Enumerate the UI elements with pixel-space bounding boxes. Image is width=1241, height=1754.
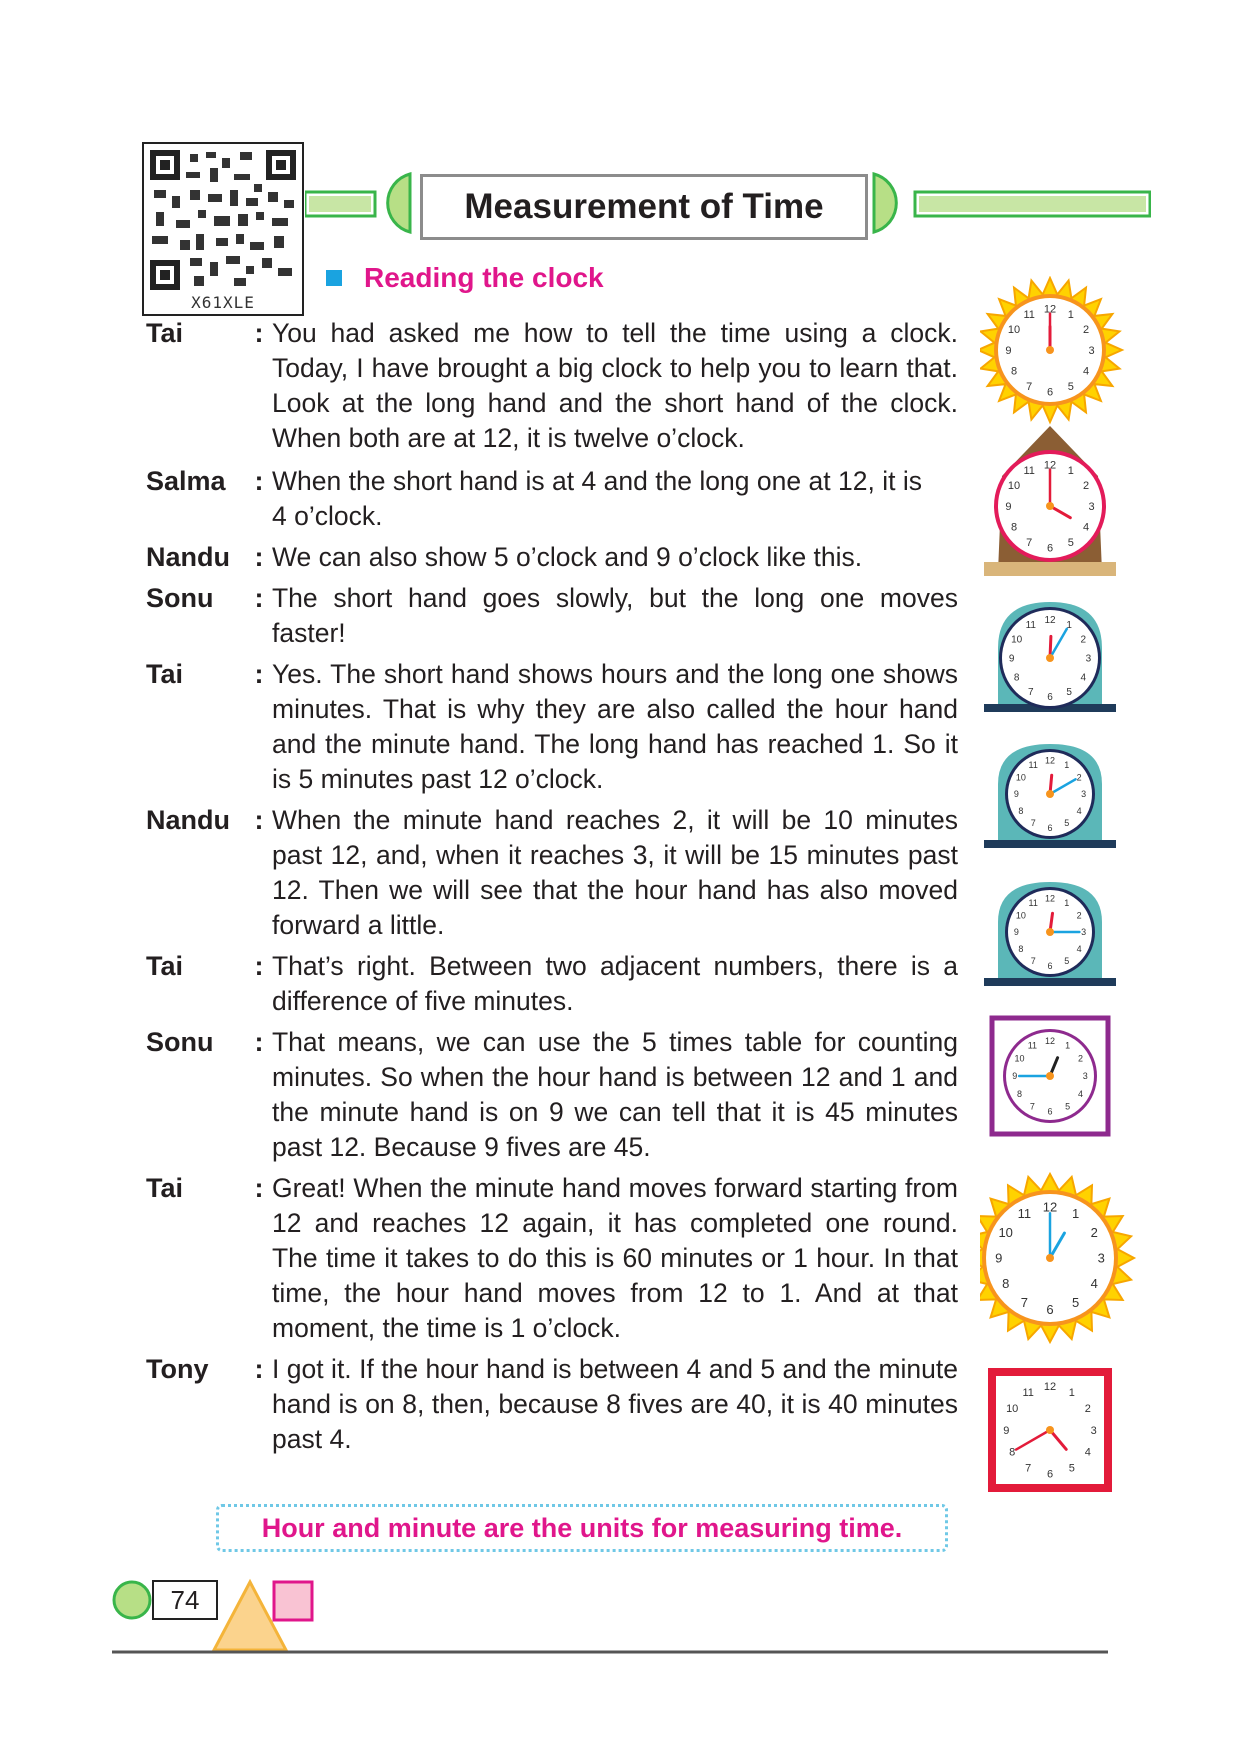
clock-number: 3 <box>1085 653 1092 665</box>
clock-number: 3 <box>1082 1071 1088 1082</box>
speaker-name: Tai <box>146 318 184 348</box>
clock-number: 7 <box>1029 1101 1035 1112</box>
clock-number: 4 <box>1090 1276 1098 1292</box>
qr-code-label: X61XLE <box>191 293 255 312</box>
clock-number: 10 <box>998 1224 1013 1240</box>
page-title: Measurement of Time <box>420 174 868 240</box>
clock-number: 2 <box>1082 324 1090 337</box>
clock-number: 11 <box>1023 308 1035 321</box>
clock-number: 1 <box>1065 1040 1071 1051</box>
dialogue <box>146 316 958 1463</box>
colon: : <box>254 583 264 613</box>
clock-number: 11 <box>1022 1387 1034 1399</box>
clock-number: 2 <box>1076 910 1082 921</box>
clock-icon <box>984 602 1116 712</box>
speaker-name: Tai <box>146 1173 184 1203</box>
colon: : <box>254 318 264 348</box>
clock-number: 8 <box>1010 365 1018 378</box>
clock-number: 2 <box>1076 772 1082 783</box>
dialogue-line <box>146 581 958 651</box>
section-heading-text: Reading the clock <box>364 262 604 293</box>
clock-number: 9 <box>1003 1424 1010 1437</box>
dialogue-line <box>146 803 958 943</box>
speech-text: When the short hand is at 4 and the long one at 12, it is 4 o’clock. <box>272 466 922 531</box>
clock-number: 9 <box>1013 789 1019 800</box>
speech-text: When the minute hand reaches 2, it will be 10 minutes past 12, and, when it reaches 3, it will be 15 minutes past 12. Then we will see that the hour hand has also moved forward a little. <box>272 805 958 940</box>
dialogue-line <box>146 949 958 1019</box>
mantel-base <box>984 840 1116 848</box>
clock-number: 5 <box>1064 818 1070 829</box>
clock-number: 3 <box>1081 789 1087 800</box>
clock-number: 4 <box>1077 1088 1084 1099</box>
clock-number: 1 <box>1067 308 1074 321</box>
clock-icon <box>980 1174 1134 1342</box>
colon: : <box>254 542 264 572</box>
dialogue-line <box>146 1171 958 1346</box>
clock-number: 1 <box>1066 620 1072 632</box>
speech-text: Great! When the minute hand moves forward starting from 12 and reaches 12 again, it has completed one round. The time it takes to do this is 60 minutes or 1 hour. In that time, the hour hand moves from 12 to 1. And at that moment, the time is 1 o’clock. <box>272 1173 958 1343</box>
house-base <box>984 562 1116 576</box>
colon: : <box>254 805 264 835</box>
clock-number: 7 <box>1026 380 1033 393</box>
clock-number: 6 <box>1046 1301 1054 1317</box>
footer-shapes <box>110 1574 1110 1654</box>
speaker-name: Tai <box>146 659 184 689</box>
section-heading <box>326 262 604 294</box>
clock-number: 2 <box>1080 634 1087 646</box>
clock-number: 4 <box>1076 805 1082 816</box>
clock-number: 7 <box>1026 536 1033 549</box>
speech-text: That’s right. Between two adjacent numbers, there is a difference of five minutes. <box>272 951 958 1016</box>
qr-code <box>142 142 304 316</box>
pink-square-icon <box>274 1582 312 1620</box>
dialogue-line <box>146 316 958 456</box>
clock-number: 4 <box>1080 672 1087 684</box>
clock-number: 1 <box>1067 464 1074 477</box>
clock-number: 11 <box>1025 620 1036 632</box>
clock-center <box>1046 654 1054 662</box>
clock-number: 2 <box>1082 480 1090 492</box>
clock-number: 11 <box>1028 760 1038 771</box>
clock-number: 12 <box>1044 893 1056 904</box>
green-circle-icon <box>114 1582 150 1618</box>
clock-number: 6 <box>1047 822 1053 833</box>
clock-number: 7 <box>1030 818 1036 829</box>
clock-number: 5 <box>1067 536 1074 549</box>
clock-number: 1 <box>1064 898 1070 909</box>
clock-number: 10 <box>1015 772 1026 783</box>
clock-center <box>1046 1254 1054 1262</box>
clock-number: 5 <box>1071 1294 1080 1310</box>
speaker-name: Salma <box>146 466 226 496</box>
clock-number: 10 <box>1006 1403 1019 1415</box>
dialogue-line <box>146 464 958 534</box>
clock-number: 12 <box>1043 303 1057 316</box>
colon: : <box>254 951 264 981</box>
clock-number: 8 <box>1010 521 1018 534</box>
clock-center <box>1046 1072 1054 1080</box>
clock-number: 12 <box>1044 755 1056 766</box>
clock-number: 3 <box>1088 500 1095 513</box>
speaker-name: Tony <box>146 1354 209 1384</box>
clock-number: 8 <box>1002 1276 1010 1292</box>
speech-text: That means, we can use the 5 times table for counting minutes. So when the hour hand is between 12 and 1 and the minute hand is on 9 we can tell that it is 45 minutes past 12. Because 9 fives are 45. <box>272 1027 958 1162</box>
speech-text: We can also show 5 o’clock and 9 o’clock like this. <box>272 542 863 572</box>
clock-number: 5 <box>1066 686 1072 698</box>
clock-number: 7 <box>1025 1462 1032 1475</box>
clock-number: 10 <box>1015 910 1026 921</box>
clock-icon <box>980 278 1122 422</box>
clock-number: 1 <box>1064 760 1070 771</box>
clock-number: 11 <box>1017 1206 1032 1222</box>
clock-icon <box>984 882 1116 986</box>
clock-number: 12 <box>1044 615 1056 627</box>
clock-number: 3 <box>1088 344 1095 357</box>
clock-center <box>1046 346 1054 354</box>
speaker-name: Sonu <box>146 1027 214 1057</box>
clock-number: 10 <box>1011 634 1023 646</box>
key-note: Hour and minute are the units for measuring time. <box>216 1504 948 1552</box>
dialogue-line <box>146 1025 958 1165</box>
clock-number: 5 <box>1067 380 1074 393</box>
clock-center <box>1046 928 1054 936</box>
clock-number: 1 <box>1068 1387 1075 1399</box>
clock-number: 2 <box>1090 1224 1098 1240</box>
clock-number: 9 <box>1012 1071 1018 1082</box>
clock-number: 8 <box>1013 672 1020 684</box>
colon: : <box>254 1027 264 1057</box>
clock-number: 2 <box>1077 1053 1084 1064</box>
clock-number: 6 <box>1047 1106 1053 1117</box>
clock-number: 5 <box>1065 1101 1071 1112</box>
clock-number: 9 <box>1005 344 1012 357</box>
colon: : <box>254 466 264 496</box>
clock-number: 6 <box>1046 1468 1054 1481</box>
dialogue-line <box>146 540 958 575</box>
clock-number: 6 <box>1047 691 1053 703</box>
clock-number: 4 <box>1076 943 1082 954</box>
colon: : <box>254 1173 264 1203</box>
clock-number: 9 <box>1013 927 1019 938</box>
clock-illustrations <box>980 276 1150 1536</box>
clock-icon <box>984 744 1116 848</box>
clock-number: 1 <box>1071 1206 1080 1222</box>
speech-text: You had asked me how to tell the time using a clock. Today, I have brought a big clock to help you to learn that. Look at the long hand and the short hand of the clock. When both are at 12, it is twelve o’clock. <box>272 318 958 453</box>
clock-number: 12 <box>1043 459 1057 472</box>
clock-number: 3 <box>1090 1424 1097 1437</box>
clock-number: 11 <box>1028 898 1038 909</box>
clock-icon <box>992 1018 1108 1134</box>
page-footer <box>110 1574 1110 1654</box>
clock-number: 4 <box>1082 521 1090 534</box>
clock-number: 11 <box>1023 464 1035 477</box>
clock-number: 10 <box>1007 480 1021 492</box>
clock-number: 8 <box>1009 1446 1016 1459</box>
clock-number: 8 <box>1018 805 1024 816</box>
page-number: 74 <box>152 1580 218 1620</box>
speaker-name: Sonu <box>146 583 214 613</box>
clock-number: 10 <box>1007 324 1021 336</box>
clock-number: 3 <box>1097 1250 1105 1266</box>
clock-number: 7 <box>1028 686 1034 698</box>
clock-number: 9 <box>995 1250 1003 1266</box>
clock-number: 4 <box>1084 1446 1091 1459</box>
clock-number: 10 <box>1014 1053 1025 1064</box>
clock-center <box>1046 1426 1054 1434</box>
speech-text: Yes. The short hand shows hours and the long one shows minutes. That is why they are also called the hour hand and the minute hand. The long hand has reached 1. So it is 5 minutes past 12 o’clock. <box>272 659 958 794</box>
dialogue-line <box>146 657 958 797</box>
clock-number: 2 <box>1084 1403 1091 1415</box>
dialogue-line <box>146 1352 958 1457</box>
speaker-name: Nandu <box>146 542 230 572</box>
clock-number: 9 <box>1005 500 1012 513</box>
clock-number: 8 <box>1018 943 1024 954</box>
clock-number: 6 <box>1046 386 1054 399</box>
clock-icon <box>984 426 1116 576</box>
colon: : <box>254 659 264 689</box>
clock-icon <box>988 1368 1112 1492</box>
clock-number: 11 <box>1027 1040 1038 1051</box>
clock-number: 8 <box>1016 1088 1023 1099</box>
qr-pattern <box>150 150 296 290</box>
clock-number: 9 <box>1008 653 1015 665</box>
clock-number: 3 <box>1081 927 1087 938</box>
clock-number: 12 <box>1044 1035 1056 1046</box>
clock-number: 6 <box>1046 542 1054 555</box>
clock-center <box>1046 502 1054 510</box>
clock-number: 5 <box>1068 1462 1075 1475</box>
clock-number: 7 <box>1020 1294 1029 1310</box>
speaker-name: Tai <box>146 951 184 981</box>
clock-number: 12 <box>1042 1199 1058 1215</box>
speech-text: I got it. If the hour hand is between 4 and 5 and the minute hand is on 8, then, because 8 fives are 40, it is 40 minutes past 4. <box>272 1354 958 1454</box>
clock-number: 6 <box>1047 960 1053 971</box>
speech-text: The short hand goes slowly, but the long one moves faster! <box>272 583 958 648</box>
bullet-square-icon <box>326 270 342 286</box>
colon: : <box>254 1354 264 1384</box>
mantel-base <box>984 978 1116 986</box>
clock-number: 4 <box>1082 365 1090 378</box>
clock-number: 12 <box>1043 1381 1057 1394</box>
clock-number: 7 <box>1030 956 1036 967</box>
speaker-name: Nandu <box>146 805 230 835</box>
clock-center <box>1046 790 1054 798</box>
clock-number: 5 <box>1064 956 1070 967</box>
